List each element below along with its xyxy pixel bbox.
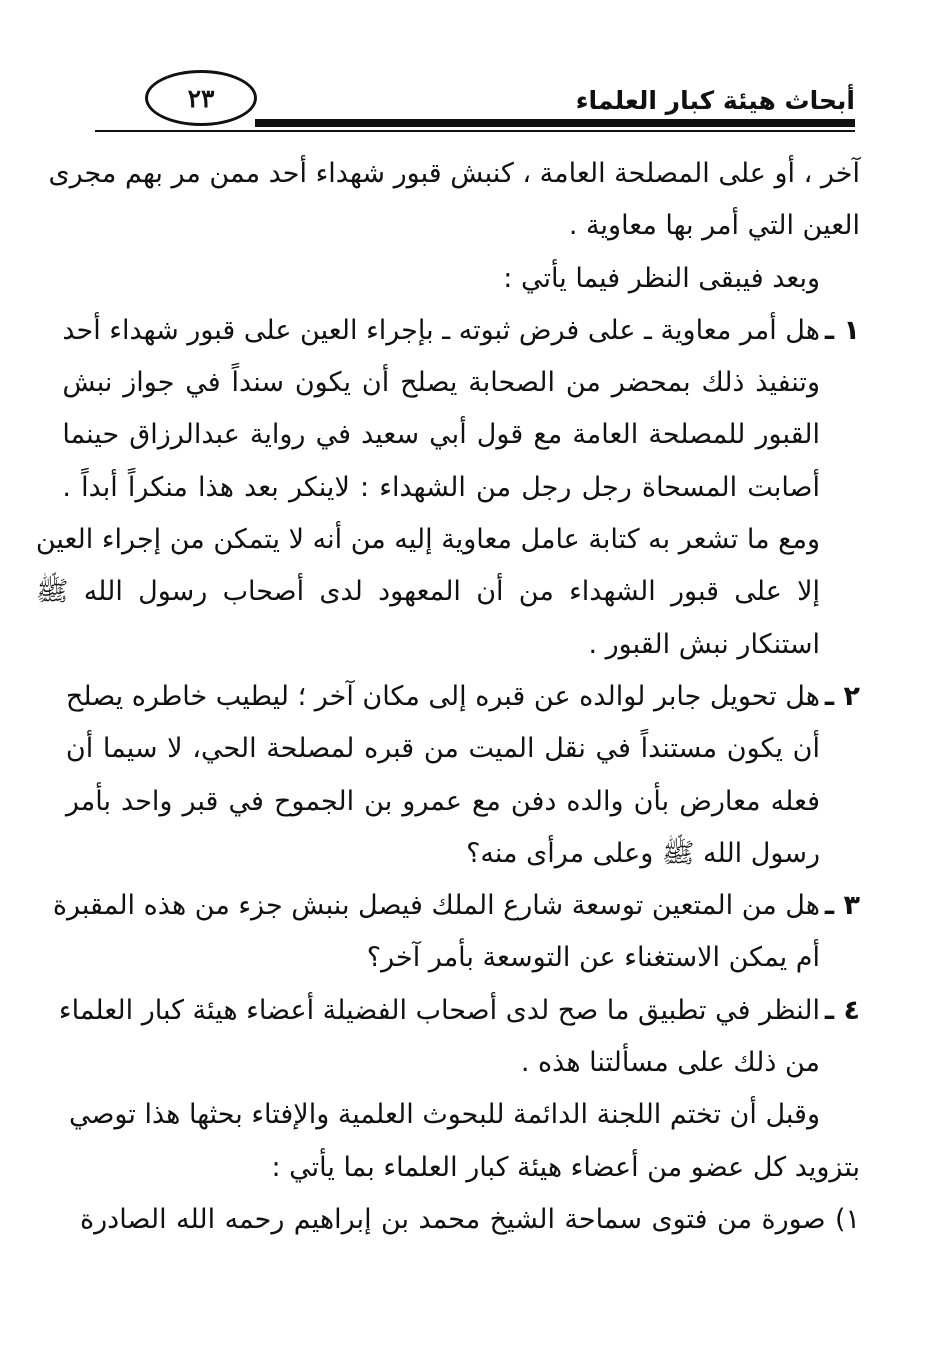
text-line: هل تحويل جابر لوالده عن قبره إلى مكان آخر ؛ ليطيب خاطره يصلح: [65, 680, 820, 712]
text-line: وتنفيذ ذلك بمحضر من الصحابة يصلح أن يكون سنداً في جواز نبش: [62, 367, 820, 399]
list-item: [58, 985, 860, 1090]
lead-in-line: وبعد فيبقى النظر فيما يأتي :: [503, 262, 820, 294]
item-number: ٣ ـ: [824, 890, 860, 922]
header-thin-rule: [95, 130, 855, 132]
text-line: أصابت المسحاة رجل رجل من الشهداء : لاينكر بعد هذا منكراً أبداً .: [62, 471, 820, 503]
text-line: بتزويد كل عضو من أعضاء هيئة كبار العلماء بما يأتي :: [271, 1151, 860, 1183]
item-number: ٤ ـ: [824, 994, 860, 1026]
text-line: رسول الله ﷺ وعلى مرأى منه؟: [466, 837, 820, 869]
text-line: النظر في تطبيق ما صح لدى أصحاب الفضيلة أعضاء هيئة كبار العلماء: [58, 994, 820, 1026]
text-line: فعله معارض بأن والده دفن مع عمرو بن الجموح في قبر واحد بأمر: [65, 785, 820, 817]
text-line: استنكار نبش القبور .: [588, 628, 820, 660]
list-item: [62, 305, 860, 514]
text-line: القبور للمصلحة العامة مع قول أبي سعيد في رواية عبدالرزاق حينما: [62, 419, 820, 451]
text-line: وقبل أن تختم اللجنة الدائمة للبحوث العلمية والإفتاء بحثها هذا توصي: [69, 1099, 820, 1131]
text-line: أن يكون مستنداً في نقل الميت من قبره لمصلحة الحي، لا سيما أن: [65, 733, 820, 765]
text-line: أم يمكن الاستغناء عن التوسعة بأمر آخر؟: [366, 942, 820, 974]
text-line: ومع ما تشعر به كتابة عامل معاوية إليه من أنه لا يتمكن من إجراء العين: [35, 524, 820, 556]
item-number: ١ ـ: [824, 314, 860, 346]
text-line: إلا على قبور الشهداء من أن المعهود لدى أصحاب رسول الله ﷺ: [35, 576, 820, 608]
list-item: [52, 880, 860, 985]
text-line: العين التي أمر بها معاوية .: [568, 210, 860, 242]
item-number: ٢ ـ: [824, 680, 860, 712]
text-line: من ذلك على مسألتنا هذه .: [520, 1047, 820, 1079]
text-line: آخر ، أو على المصلحة العامة ، كنبش قبور شهداء أحد ممن مر بهم مجرى: [48, 158, 860, 189]
page-header: [95, 70, 855, 134]
text-line: هل أمر معاوية ـ على فرض ثبوته ـ بإجراء العين على قبور شهداء أحد: [62, 314, 820, 346]
text-line: هل من المتعين توسعة شارع الملك فيصل بنبش جزء من هذه المقبرة: [52, 890, 820, 922]
page-number-oval: [145, 70, 257, 126]
list-item: [65, 671, 860, 880]
continuation-block: [35, 514, 860, 671]
body-text: [35, 148, 860, 1246]
header-thick-rule: [255, 119, 855, 127]
text-line: ١) صورة من فتوى سماحة الشيخ محمد بن إبراهيم رحمه الله الصادرة: [80, 1203, 860, 1235]
page-number: ٢٣: [187, 83, 215, 113]
running-title: أبحاث هيئة كبار العلماء: [575, 86, 855, 115]
